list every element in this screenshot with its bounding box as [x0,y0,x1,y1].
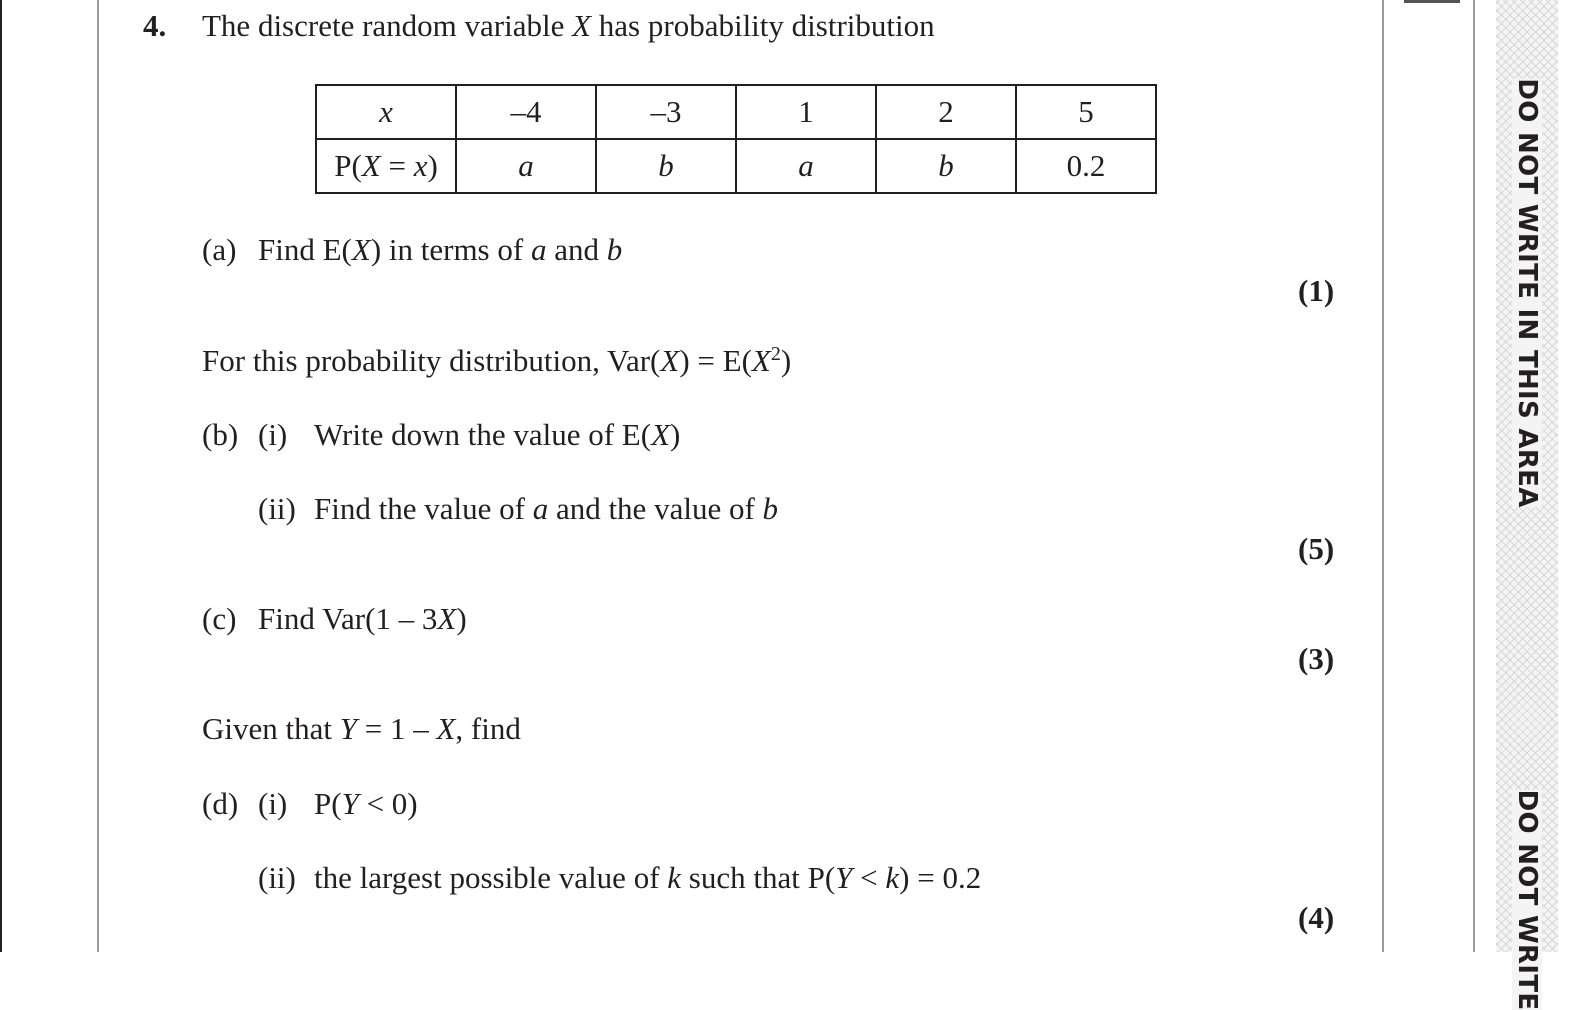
table-cell-x: 2 [876,85,1016,139]
part-c-marks: (3) [1298,641,1335,676]
table-cell-probability: a [456,139,596,193]
part-a-text: Find E(X) in terms of a and b [258,232,623,267]
part-d-label: (d) [202,786,239,821]
part-d-i-label: (i) [258,786,288,821]
part-c-text: Find Var(1 – 3X) [258,601,467,636]
do-not-write-warning: DO NOT WRITE IN THIS AREA [1512,78,1542,508]
table-cell-x: –4 [456,85,596,139]
table-cell-probability: a [736,139,876,193]
left-edge-bar [0,0,2,952]
part-b-ii-text: Find the value of a and the value of b [314,491,779,526]
part-b-i-text: Write down the value of E(X) [314,417,681,452]
part-c-label: (c) [202,601,237,636]
table-row-x [316,85,1156,139]
question-intro: The discrete random variable X has probability distribution [202,8,935,43]
probability-distribution-table [315,84,1157,194]
table-cell-probability: b [876,139,1016,193]
part-d-marks: (4) [1298,900,1335,935]
page-border-right [1382,0,1384,952]
table-cell-x: 5 [1016,85,1156,139]
do-not-write-warning-2: DO NOT WRITE [1512,789,1542,1010]
page-border-left [97,0,99,952]
part-b-ii-label: (ii) [258,491,296,526]
part-a-marks: (1) [1298,273,1335,308]
table-header-x: x [316,85,456,139]
part-d-i-text: P(Y < 0) [314,786,418,821]
variance-statement: For this probability distribution, $Var(X) = E(X^2)$ [202,343,792,378]
part-d-ii-label: (ii) [258,860,296,895]
table-cell-probability: b [596,139,736,193]
part-d-ii-text: the largest possible value of k such that P(Y < k) = 0.2 [314,860,982,895]
table-cell-probability: 0.2 [1016,139,1156,193]
part-b-marks: (5) [1298,531,1335,566]
part-b-i-label: (i) [258,417,288,452]
top-mark [1404,0,1460,3]
table-row-probability [316,139,1156,193]
table-cell-x: 1 [736,85,876,139]
part-b-label: (b) [202,417,239,452]
question-number: 4. [143,8,167,43]
margin-border [1473,0,1475,952]
part-a-label: (a) [202,232,237,267]
table-header-probability: P(X = x) [316,139,456,193]
given-y-statement: Given that Y = 1 – X, find [202,711,521,746]
table-cell-x: –3 [596,85,736,139]
